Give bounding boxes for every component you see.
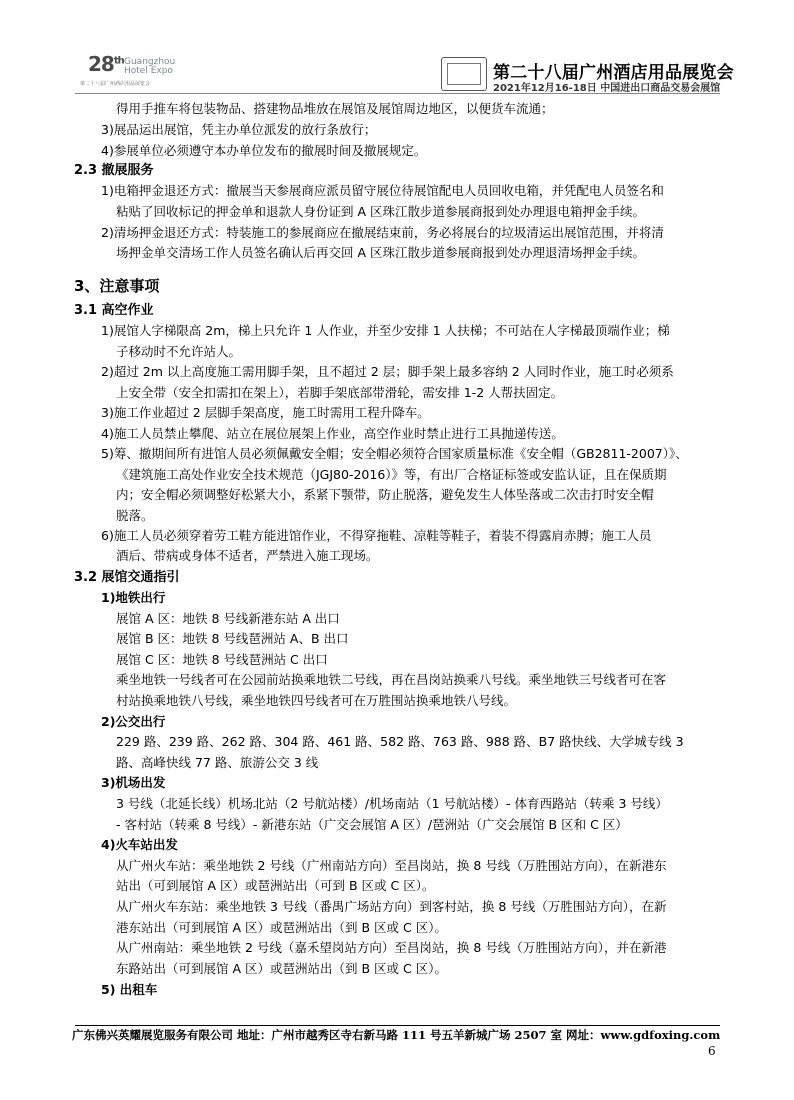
subsection-heading: 3.2 展馆交通指引 [74,570,180,585]
page-number: 6 [708,1044,716,1058]
text-line: 场押金单交清场工作人员签名确认后再交回 A 区珠江散步道参展商报到处办理退清场押金手续。 [116,245,645,260]
text-line: 路、高峰快线 77 路、旅游公交 3 线 [116,755,319,770]
header-title: 第二十八届广州酒店用品展览会 [493,63,734,83]
text-line: 东路站出（可到展馆 A 区）或琶洲站出（到 B 区或 C 区）。 [116,961,447,976]
text-line: 粘贴了回收标记的押金单和退款人身份证到 A 区珠江散步道参展商报到处办理退电箱押金手续。 [116,204,645,219]
subsection-heading: 3.1 高空作业 [74,303,154,318]
logo-text-2: Hotel Expo [124,66,173,76]
item-heading: 2)公交出行 [101,714,166,729]
text-line: 2)超过 2m 以上高度施工需用脚手架，且不超过 2 层；脚手架上最多容纳 2 人同时作业，施工时必须系 [101,364,674,379]
text-line: 《建筑施工高处作业安全技术规范（JGJ80-2016）》等，有出厂合格证标签或安监认证，且在保质期 [116,467,667,482]
text-line: 从广州火车站：乘坐地铁 2 号线（广州南站方向）至昌岗站，换 8 号线（万胜围站方向），在新港东 [116,858,667,873]
text-line: 村站换乘地铁八号线，乘坐地铁四号线者可在万胜围站换乘地铁八号线。 [116,693,517,708]
text-line: 6)施工人员必须穿着劳工鞋方能进馆作业，不得穿拖鞋、凉鞋等鞋子，着装不得露肩赤膊；施工人员 [101,528,652,543]
text-line: 展馆 A 区：地铁 8 号线新港东站 A 出口 [116,611,340,626]
section-heading: 3、注意事项 [74,277,160,295]
text-line: 3)施工作业超过 2 层脚手架高度，施工时需用工程升降车。 [101,405,430,420]
footer-text: 广东佛兴英耀展览服务有限公司 地址：广州市越秀区寺右新马路 111 号五羊新城广场 2507 室 网址：www.gdfoxing.com [72,1028,721,1042]
text-line: 乘坐地铁一号线者可在公园前站换乘地铁二号线，再在昌岗站换乘八号线。乘坐地铁三号线者可在客 [116,672,667,687]
header-divider [75,93,720,94]
logo-tagline: 第二十八届广州酒店用品展览会 [80,81,151,87]
logo-number: 28th [88,52,124,76]
text-line: 1)电箱押金退还方式：撤展当天参展商应派员留守展位待展馆配电人员回收电箱，并凭配电人员签名和 [101,183,664,198]
text-line: 3 号线（北延长线）机场北站（2 号航站楼）/机场南站（1 号航站楼）- 体育西路站（转乘 3 号线） [116,796,668,811]
text-line: 酒后、带病或身体不适者，严禁进入施工现场。 [116,548,379,563]
text-line: 站出（可到展馆 A 区）或琶洲站出（可到 B 区或 C 区）。 [116,878,435,893]
footer-divider [75,1025,720,1026]
expo-logo [80,52,180,92]
text-line: 4)参展单位必须遵守本办单位发布的撤展时间及撤展规定。 [101,143,427,158]
text-line: 展馆 C 区：地铁 8 号线琶洲站 C 出口 [116,652,328,667]
text-line: - 客村站（转乘 8 号线）- 新港东站（广交会展馆 A 区）/琶洲站（广交会展馆 B 区和 C 区） [116,817,628,832]
text-line: 子移动时不允许站人。 [116,344,242,359]
item-heading: 5) 出租车 [101,982,158,997]
page-header [0,0,794,95]
text-line: 1)展馆人字梯限高 2m，梯上只允许 1 人作业，并至少安排 1 人扶梯；不可站在人字梯最顶端作业；梯 [101,323,670,338]
logo-text-1: Guangzhou [124,57,176,67]
text-line: 展馆 B 区：地铁 8 号线琶洲站 A、B 出口 [116,631,349,646]
text-line: 5)筹、撤期间所有进馆人员必须佩戴安全帽；安全帽必须符合国家质量标准《安全帽（GB2811-2007）》、 [101,446,688,461]
subsection-heading: 2.3 撤展服务 [74,163,154,178]
item-heading: 1)地铁出行 [101,590,166,605]
text-line: 3)展品运出展馆，凭主办单位派发的放行条放行； [101,122,377,137]
text-line: 从广州南站：乘坐地铁 2 号线（嘉禾望岗站方向）至昌岗站，换 8 号线（万胜围站方向），并在新港 [116,940,667,955]
text-line: 内；安全帽必须调整好松紧大小，系紧下颚带，防止脱落，避免发生人体坠落或二次击打时安全帽 [116,487,654,502]
text-line: 脱落。 [116,508,154,523]
text-line: 港东站出（可到展馆 A 区）或琶洲站出（到 B 区或 C 区）。 [116,920,447,935]
text-line: 上安全带（安全扣需扣在架上），若脚手架底部带滑轮，需安排 1-2 人帮扶固定。 [116,385,564,400]
text-line: 得用手推车将包装物品、搭建物品堆放在展馆及展馆周边地区，以便货车流通； [116,101,554,116]
text-line: 2)清场押金退还方式：特装施工的参展商应在撤展结束前，务必将展台的垃圾清运出展馆范围，并将清 [101,225,664,240]
text-line: 从广州火车东站：乘坐地铁 3 号线（番禺广场站方向）到客村站，换 8 号线（万胜围站方向），在新 [116,899,667,914]
fair-seal-logo [441,57,487,91]
item-heading: 4)火车站出发 [101,837,178,852]
text-line: 229 路、239 路、262 路、304 路、461 路、582 路、763 路、988 路、B7 路快线、大学城专线 3 [116,734,684,749]
item-heading: 3)机场出发 [101,775,166,790]
text-line: 4)施工人员禁止攀爬、站立在展位展架上作业，高空作业时禁止进行工具抛递传送。 [101,426,564,441]
header-subtitle: 2021年12月16-18日 中国进出口商品交易会展馆 [493,83,721,94]
